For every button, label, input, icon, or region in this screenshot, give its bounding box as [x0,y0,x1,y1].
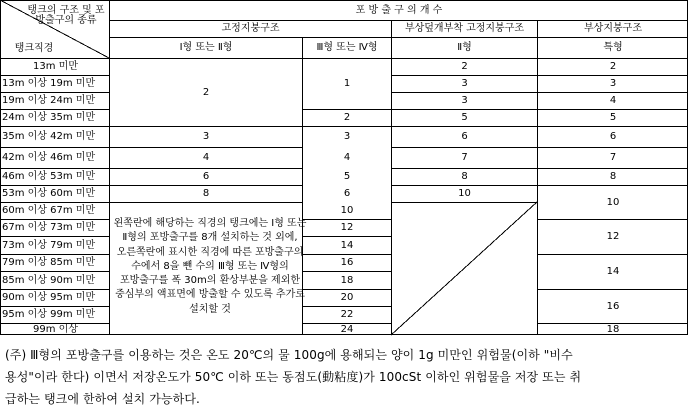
type12-value: 2 [202,86,210,98]
row-diameter: 85m 이상 90m 미만 [2,274,96,286]
col-header-special: 특형 [603,42,623,53]
type2-value: 3 [461,95,468,106]
corner-header-structure: 탱크의 구조 및 포방출구의 종류 [27,5,105,26]
special-value: 7 [609,152,617,163]
special-value: 18 [606,323,620,335]
type12-value: 4 [202,152,210,163]
row-diameter: 73m 이상 79m 미만 [2,239,96,251]
type34-value: 1 [343,78,351,89]
type34-value: 12 [340,222,354,233]
special-value: 5 [609,112,617,123]
type34-value: 2 [343,112,351,123]
special-value: 4 [609,95,617,106]
footnote-line: 용성"이라 한다) 이면서 저장온도가 50℃ 이하 또는 동점도(動粘度)가 100cSt 이하인 위험물을 저장 또는 취 [5,370,582,384]
special-value: 14 [606,266,620,277]
col-header-type34: Ⅲ형 또는 Ⅳ형 [316,42,378,53]
row-diameter: 13m 이상 19m 미만 [2,78,96,89]
footnote [5,344,689,410]
special-value: 3 [609,78,617,89]
group-header-floating-roof: 부상지붕구조 [584,23,642,34]
special-value: 10 [606,196,620,208]
row-diameter: 35m 이상 42m 미만 [2,131,96,142]
row-diameter: 24m 이상 35m 미만 [2,112,96,123]
type2-value: 5 [461,112,468,123]
type34-value: 5 [343,171,351,182]
group-header-floating-cover-fixed-roof: 부상덮개부착 고정지붕구조 [404,23,525,34]
type2-value: 10 [458,188,471,199]
type34-value: 18 [340,274,354,286]
type34-value: 10 [340,205,354,216]
type12-value: 3 [202,131,210,142]
type34-value: 4 [343,152,351,163]
special-value: 6 [609,131,617,142]
type2-value: 2 [461,61,468,72]
col-header-type12: Ⅰ형 또는 Ⅱ형 [179,42,233,53]
type34-value: 20 [340,292,354,303]
type34-value: 24 [340,323,354,335]
special-value: 2 [609,61,617,72]
special-value: 16 [606,300,620,312]
footnote-line: (주) Ⅲ형의 포방출구를 이용하는 것은 온도 20℃의 물 100g에 용해되는 양이 1g 미만인 위험물(이하 "비수 [5,348,573,362]
type2-value: 6 [461,131,468,142]
special-value: 8 [609,171,617,182]
type34-value: 22 [340,309,354,320]
type34-value: 6 [343,188,351,199]
row-diameter: 53m 이상 60m 미만 [2,188,96,199]
type12-large-tank-note: 왼쪽란에 해당하는 직경의 탱크에는 Ⅰ형 또는 Ⅱ형의 포방출구를 8개 설치하는 것 외에, 오른쪽란에 표시한 직경에 따른 포방출구의 수에서 8을 뺀 수의 Ⅲ형 또는 Ⅳ형의 포방출구를 폭 30m의 환상부분을 제외한 중심부의 액표면에 방출할 수 있도록 추가로 설치할 것 [113,218,307,315]
col-header-type2: Ⅱ형 [457,42,472,53]
row-diameter: 67m 이상 73m 미만 [2,222,96,233]
row-diameter: 99m 이상 [33,323,78,335]
row-diameter: 95m 이상 99m 미만 [2,309,96,320]
corner-header-diameter: 탱크직경 [14,43,54,54]
group-header-fixed-roof: 고정지붕구조 [221,23,280,34]
special-value: 12 [606,231,620,242]
row-diameter: 42m 이상 46m 미만 [2,152,96,163]
type12-value: 6 [202,171,210,182]
row-diameter: 19m 이상 24m 미만 [2,95,96,106]
type34-value: 14 [340,239,354,251]
row-diameter: 79m 이상 85m 미만 [2,257,96,268]
type2-value: 7 [461,152,468,163]
row-diameter: 60m 이상 67m 미만 [2,205,96,216]
row-diameter: 90m 이상 95m 미만 [2,292,96,303]
footnote-line: 급하는 탱크에 한하여 설치 가능하다. [5,392,200,406]
type12-value: 8 [202,188,210,199]
main-header-title: 포 방 출 구 의 개 수 [355,4,443,16]
row-diameter: 46m 이상 53m 미만 [2,171,96,182]
row-diameter: 13m 미만 [33,61,78,72]
type2-value: 8 [461,171,468,182]
type34-value: 3 [343,131,351,142]
type2-value: 3 [461,78,468,89]
type34-value: 16 [340,257,354,268]
